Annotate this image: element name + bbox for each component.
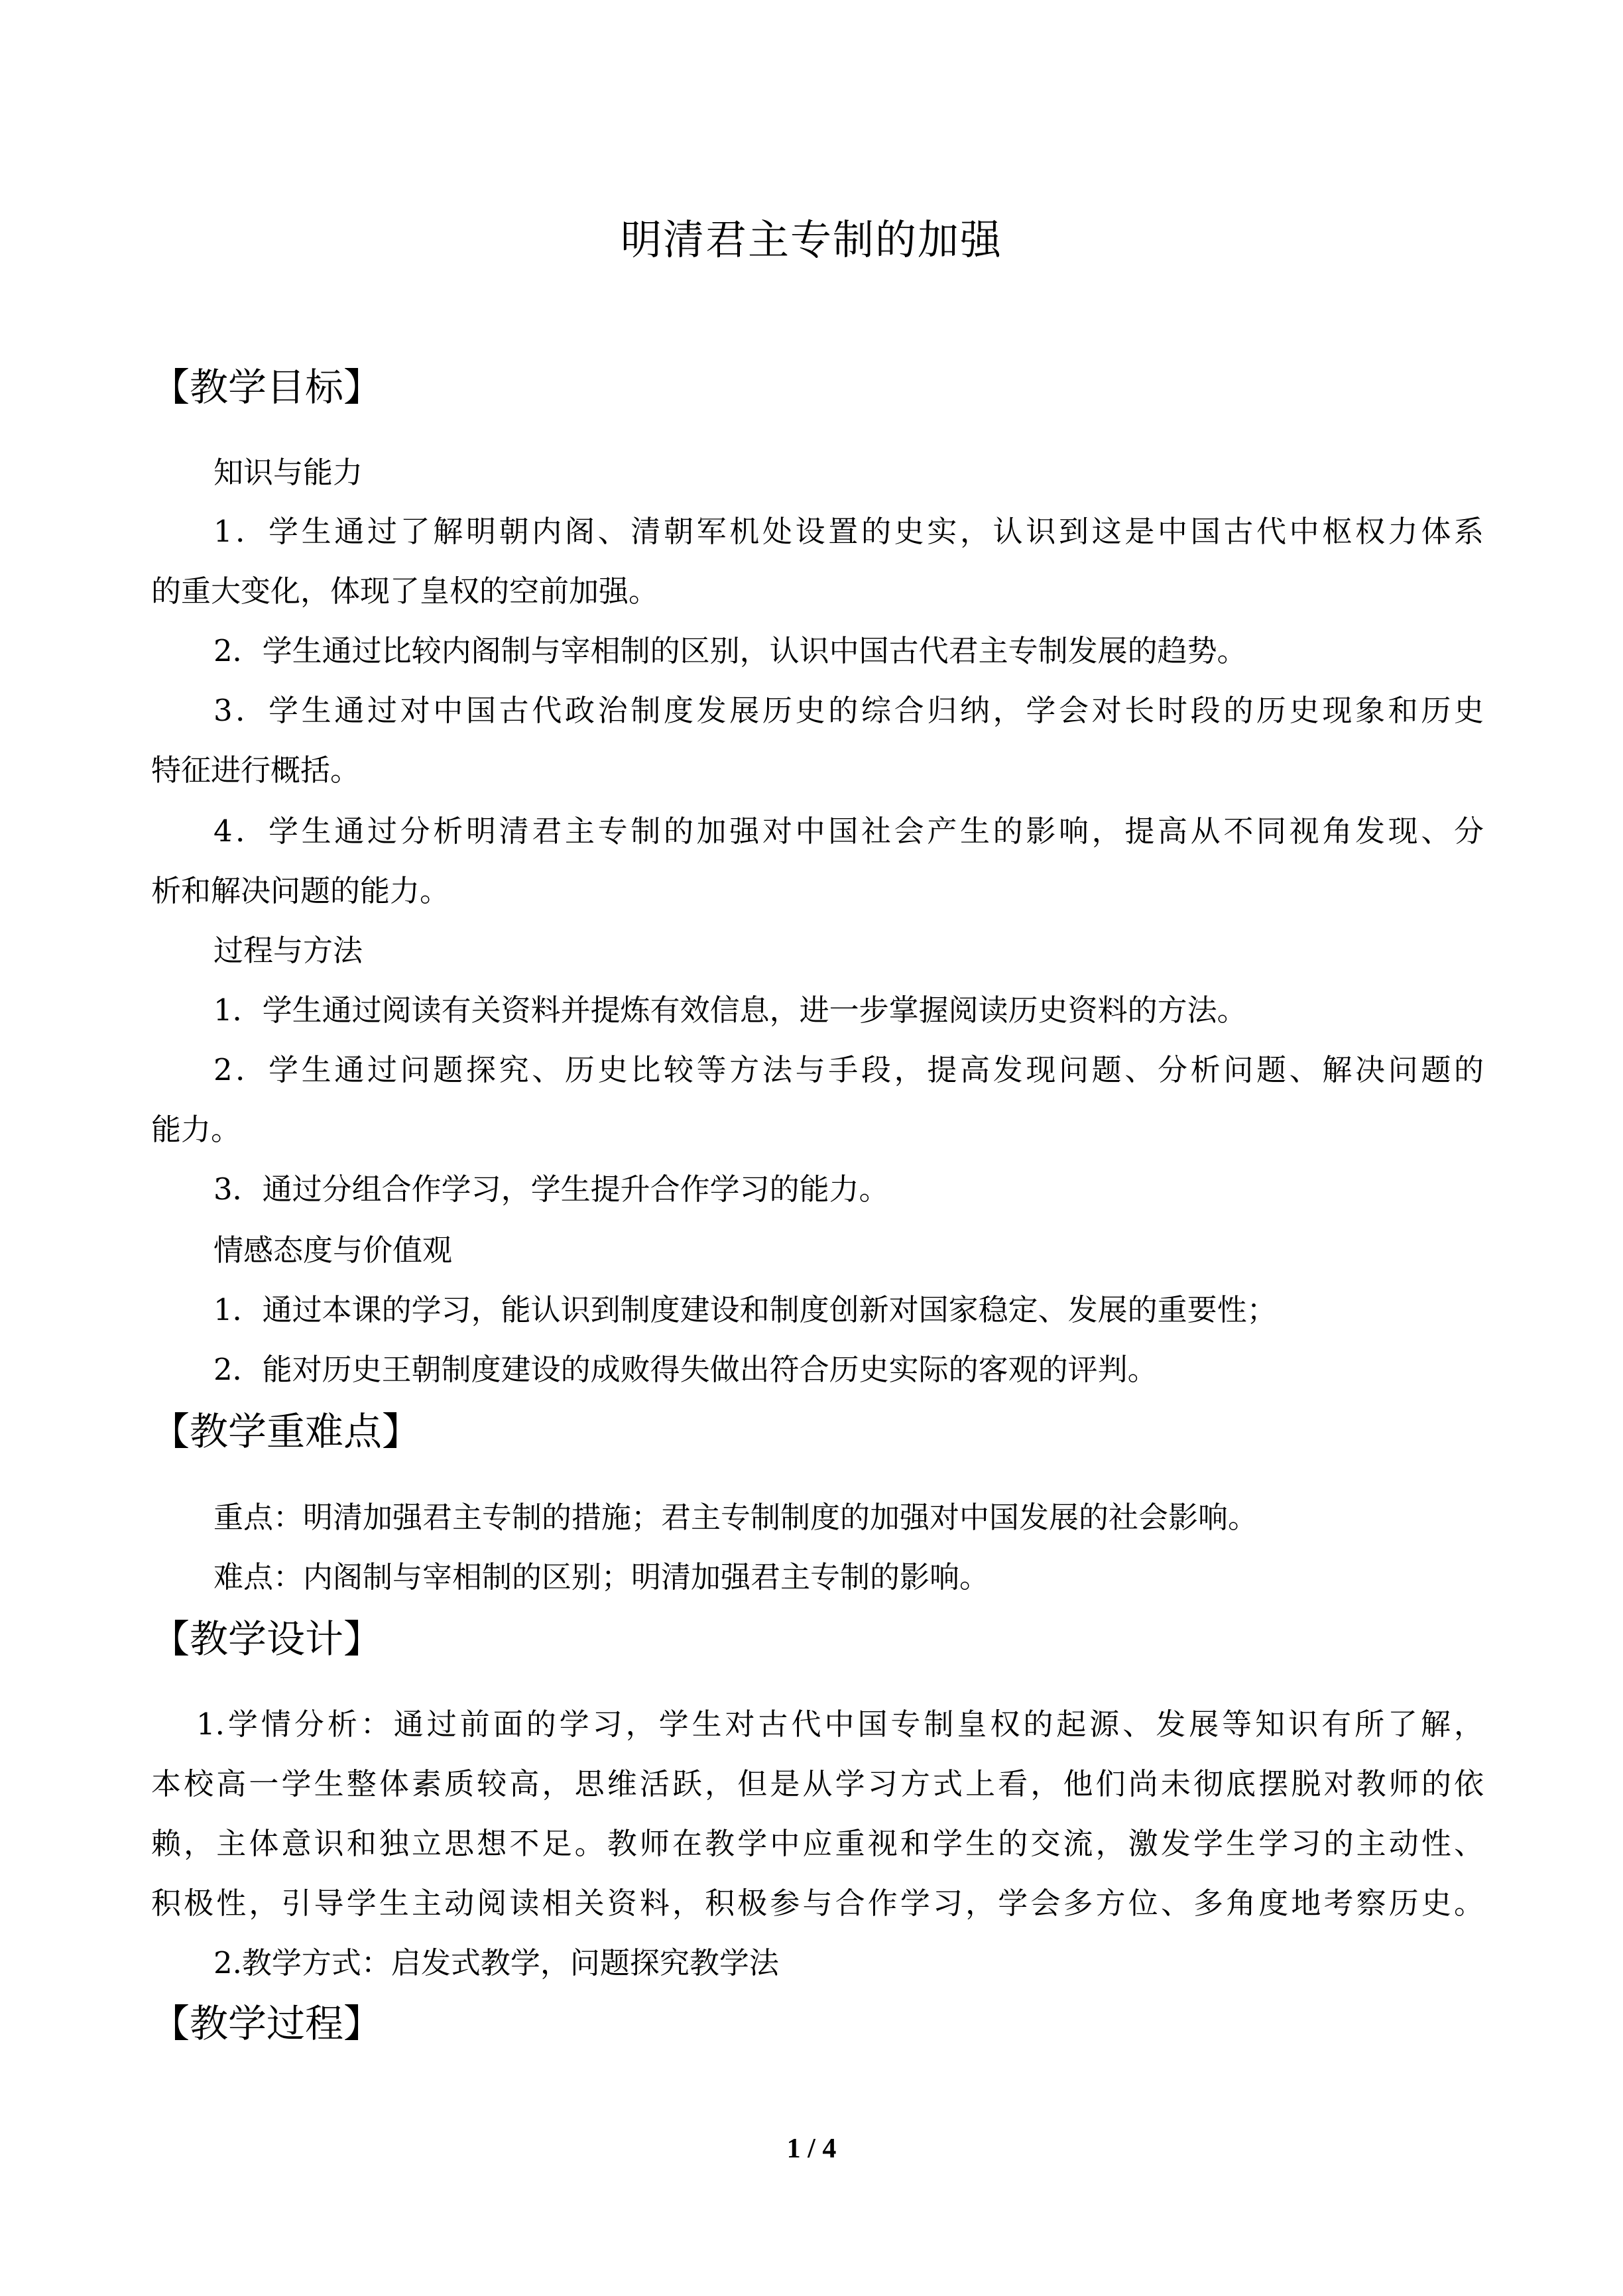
design-analysis-line-1: 1.学情分析：通过前面的学习，学生对古代中国专制皇权的起源、发展等知识有所了解， <box>196 1707 1484 1742</box>
knowledge-item-2: 2．学生通过比较内阁制与宰相制的区别，认识中国古代君主专制发展的趋势。 <box>213 633 1247 668</box>
heading-process: 【教学过程】 <box>151 2001 383 2046</box>
label-process: 过程与方法 <box>213 933 363 968</box>
knowledge-item-4-line-2: 析和解决问题的能力。 <box>151 873 450 908</box>
label-knowledge: 知识与能力 <box>213 455 363 490</box>
page-number: 1 / 4 <box>786 2134 837 2164</box>
heading-design: 【教学设计】 <box>151 1616 383 1662</box>
values-item-2: 2．能对历史王朝制度建设的成败得失做出符合历史实际的客观的评判。 <box>213 1352 1158 1387</box>
heading-key-points: 【教学重难点】 <box>151 1409 421 1454</box>
process-item-3: 3．通过分组合作学习，学生提升合作学习的能力。 <box>213 1172 889 1207</box>
document-title: 明清君主专制的加强 <box>620 215 1002 264</box>
values-item-1: 1．通过本课的学习，能认识到制度建设和制度创新对国家稳定、发展的重要性； <box>213 1292 1277 1327</box>
design-analysis-line-4: 积极性，引导学生主动阅读相关资料，积极参与合作学习，学会多方位、多角度地考察历史。 <box>151 1886 1484 1921</box>
process-item-2-line-2: 能力。 <box>151 1112 241 1147</box>
key-point-focus: 重点：明清加强君主专制的措施；君主专制制度的加强对中国发展的社会影响。 <box>213 1500 1258 1535</box>
process-item-2-line-1: 2．学生通过问题探究、历史比较等方法与手段，提高发现问题、分析问题、解决问题的 <box>213 1052 1484 1087</box>
knowledge-item-3-line-1: 3．学生通过对中国古代政治制度发展历史的综合归纳，学会对长时段的历史现象和历史 <box>213 693 1484 728</box>
knowledge-item-1-line-1: 1．学生通过了解明朝内阁、清朝军机处设置的史实，认识到这是中国古代中枢权力体系 <box>213 514 1484 549</box>
heading-objectives: 【教学目标】 <box>151 365 383 410</box>
knowledge-item-4-line-1: 4．学生通过分析明清君主专制的加强对中国社会产生的影响，提高从不同视角发现、分 <box>213 814 1484 849</box>
design-analysis-line-3: 赖，主体意识和独立思想不足。教师在教学中应重视和学生的交流，激发学生学习的主动性、 <box>151 1826 1484 1861</box>
design-method: 2.教学方式：启发式教学，问题探究教学法 <box>213 1945 779 1980</box>
label-values: 情感态度与价值观 <box>213 1233 453 1268</box>
knowledge-item-1-line-2: 的重大变化，体现了皇权的空前加强。 <box>151 574 659 609</box>
process-item-1: 1．学生通过阅读有关资料并提炼有效信息，进一步掌握阅读历史资料的方法。 <box>213 993 1247 1028</box>
key-point-difficulty: 难点：内阁制与宰相制的区别；明清加强君主专制的影响。 <box>213 1559 990 1595</box>
knowledge-item-3-line-2: 特征进行概括。 <box>151 753 361 788</box>
design-analysis-line-2: 本校高一学生整体素质较高，思维活跃，但是从学习方式上看，他们尚未彻底摆脱对教师的依 <box>151 1766 1484 1801</box>
